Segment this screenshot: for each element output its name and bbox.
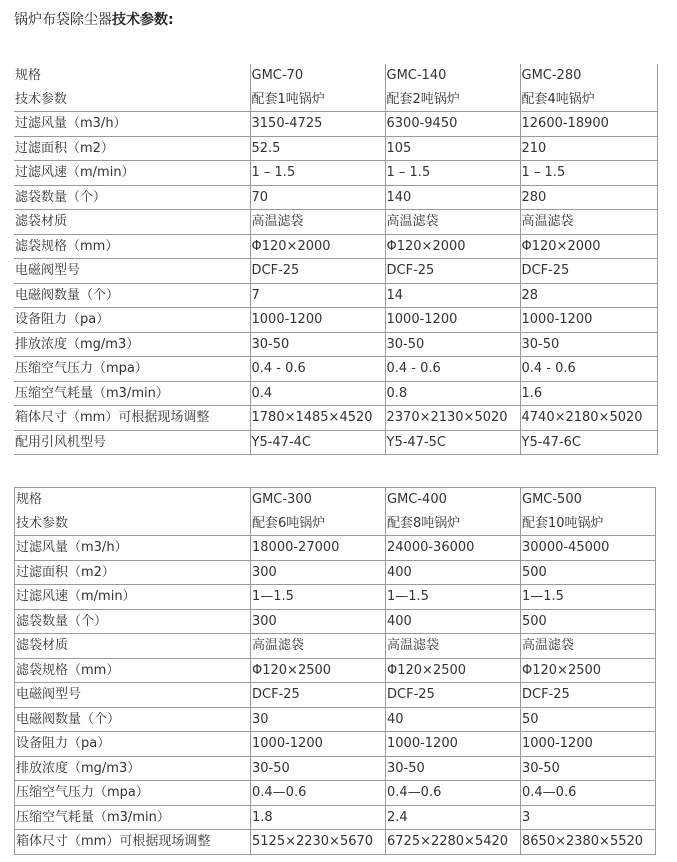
table-row [15, 830, 656, 855]
value-cell: Y5-47-5C [385, 430, 520, 455]
row-label: 滤袋规格（mm） [15, 658, 251, 683]
row-label: 排放浓度（mg/m3） [14, 332, 250, 357]
value-cell: 1 – 1.5 [520, 161, 657, 186]
row-label: 设备阻力（pa） [15, 732, 251, 757]
table-row [14, 406, 657, 431]
value-cell: 1—1.5 [521, 585, 656, 610]
value-cell: 0.4 - 0.6 [520, 357, 657, 382]
value-cell: DCF-25 [386, 683, 521, 708]
header-params-label: 技术参数 [15, 512, 251, 536]
value-cell: 高温滤袋 [385, 210, 520, 235]
boiler-cell: 配套8吨锅炉 [386, 512, 521, 536]
table-row [14, 136, 657, 161]
model-cell: GMC-70 [250, 64, 385, 88]
value-cell: 6300-9450 [385, 112, 520, 137]
spec-table-2 [14, 487, 656, 855]
row-label: 电磁阀数量（个） [15, 707, 251, 732]
value-cell: 3 [521, 805, 656, 830]
value-cell: 30-50 [386, 756, 521, 781]
value-cell: 0.4—0.6 [251, 781, 386, 806]
row-label: 压缩空气压力（mpa） [15, 781, 251, 806]
value-cell: Φ120×2500 [521, 658, 656, 683]
table-row [14, 381, 657, 406]
value-cell: Y5-47-6C [520, 430, 657, 455]
value-cell: 1.8 [251, 805, 386, 830]
table-row [14, 112, 657, 137]
value-cell: 6725×2280×5420 [386, 830, 521, 855]
table-row [14, 357, 657, 382]
row-label: 箱体尺寸（mm）可根据现场调整 [14, 406, 250, 431]
model-cell: GMC-140 [385, 64, 520, 88]
value-cell: 30000-45000 [521, 536, 656, 561]
row-label: 配用引风机型号 [14, 430, 250, 455]
value-cell: 12600-18900 [520, 112, 657, 137]
value-cell: Φ120×2000 [250, 234, 385, 259]
value-cell: 高温滤袋 [250, 210, 385, 235]
value-cell: DCF-25 [521, 683, 656, 708]
table-row [14, 308, 657, 333]
table-row [14, 332, 657, 357]
row-label: 电磁阀型号 [15, 683, 251, 708]
row-label: 滤袋材质 [15, 634, 251, 659]
value-cell: 14 [385, 283, 520, 308]
value-cell: 1000-1200 [385, 308, 520, 333]
value-cell: 2.4 [386, 805, 521, 830]
table-row [14, 430, 657, 455]
value-cell: 高温滤袋 [521, 634, 656, 659]
value-cell: 52.5 [250, 136, 385, 161]
table-header-row [15, 488, 656, 512]
value-cell: 1—1.5 [251, 585, 386, 610]
value-cell: 400 [386, 609, 521, 634]
boiler-cell: 配套1吨锅炉 [250, 88, 385, 112]
value-cell: 8650×2380×5520 [521, 830, 656, 855]
table-row [14, 185, 657, 210]
value-cell: 0.4 [250, 381, 385, 406]
value-cell: 140 [385, 185, 520, 210]
value-cell: 7 [250, 283, 385, 308]
value-cell: 5125×2230×5670 [251, 830, 386, 855]
heading-bold-text: 技术参数: [112, 12, 174, 28]
header-params-label: 技术参数 [14, 88, 250, 112]
value-cell: 高温滤袋 [386, 634, 521, 659]
boiler-cell: 配套10吨锅炉 [521, 512, 656, 536]
value-cell: 300 [251, 560, 386, 585]
value-cell: 1000-1200 [520, 308, 657, 333]
table-header-row [15, 512, 656, 536]
value-cell: 210 [520, 136, 657, 161]
value-cell: 500 [521, 560, 656, 585]
value-cell: DCF-25 [251, 683, 386, 708]
boiler-cell: 配套2吨锅炉 [385, 88, 520, 112]
table-row [14, 210, 657, 235]
row-label: 过滤风速（m/min） [15, 585, 251, 610]
row-label: 滤袋材质 [14, 210, 250, 235]
model-cell: GMC-280 [520, 64, 657, 88]
boiler-cell: 配套4吨锅炉 [520, 88, 657, 112]
value-cell: 30-50 [250, 332, 385, 357]
value-cell: 400 [386, 560, 521, 585]
value-cell: 高温滤袋 [520, 210, 657, 235]
value-cell: Φ120×2500 [386, 658, 521, 683]
value-cell: 28 [520, 283, 657, 308]
page-heading [14, 10, 174, 30]
row-label: 过滤面积（m2） [15, 560, 251, 585]
model-cell: GMC-400 [386, 488, 521, 512]
row-label: 过滤风量（m3/h） [15, 536, 251, 561]
value-cell: Φ120×2500 [251, 658, 386, 683]
value-cell: DCF-25 [385, 259, 520, 284]
value-cell: 0.4 - 0.6 [250, 357, 385, 382]
value-cell: 30-50 [521, 756, 656, 781]
row-label: 设备阻力（pa） [14, 308, 250, 333]
row-label: 压缩空气压力（mpa） [14, 357, 250, 382]
value-cell: 0.4—0.6 [386, 781, 521, 806]
value-cell: 50 [521, 707, 656, 732]
value-cell: 1000-1200 [250, 308, 385, 333]
value-cell: 70 [250, 185, 385, 210]
table-row [14, 283, 657, 308]
table-row [15, 805, 656, 830]
row-label: 压缩空气耗量（m3/min） [14, 381, 250, 406]
value-cell: 3150-4725 [250, 112, 385, 137]
table-row [15, 732, 656, 757]
value-cell: 24000-36000 [386, 536, 521, 561]
value-cell: 0.4—0.6 [521, 781, 656, 806]
table-row [14, 234, 657, 259]
value-cell: 105 [385, 136, 520, 161]
value-cell: 40 [386, 707, 521, 732]
table-row [15, 707, 656, 732]
table-row [14, 259, 657, 284]
row-label: 电磁阀型号 [14, 259, 250, 284]
row-label: 过滤风量（m3/h） [14, 112, 250, 137]
value-cell: 1.6 [520, 381, 657, 406]
header-spec-label: 规格 [15, 488, 251, 512]
value-cell: 1000-1200 [521, 732, 656, 757]
value-cell: 1780×1485×4520 [250, 406, 385, 431]
table-row [15, 560, 656, 585]
spec-table-1 [14, 64, 658, 455]
value-cell: Y5-47-4C [250, 430, 385, 455]
value-cell: 2370×2130×5020 [385, 406, 520, 431]
value-cell: 1 – 1.5 [250, 161, 385, 186]
table-header-row [14, 88, 657, 112]
row-label: 排放浓度（mg/m3） [15, 756, 251, 781]
row-label: 滤袋数量（个） [14, 185, 250, 210]
value-cell: 500 [521, 609, 656, 634]
value-cell: 4740×2180×5020 [520, 406, 657, 431]
value-cell: 1 – 1.5 [385, 161, 520, 186]
table-row [15, 781, 656, 806]
row-label: 压缩空气耗量（m3/min） [15, 805, 251, 830]
heading-normal-text: 锅炉布袋除尘器 [14, 12, 112, 28]
table-row [15, 634, 656, 659]
table-row [14, 161, 657, 186]
table-row [15, 756, 656, 781]
table-row [15, 585, 656, 610]
row-label: 过滤风速（m/min） [14, 161, 250, 186]
value-cell: 0.4 - 0.6 [385, 357, 520, 382]
model-cell: GMC-300 [251, 488, 386, 512]
value-cell: Φ120×2000 [385, 234, 520, 259]
row-label: 滤袋规格（mm） [14, 234, 250, 259]
value-cell: 0.8 [385, 381, 520, 406]
row-label: 箱体尺寸（mm）可根据现场调整 [15, 830, 251, 855]
value-cell: 18000-27000 [251, 536, 386, 561]
table-row [15, 658, 656, 683]
value-cell: 30-50 [520, 332, 657, 357]
value-cell: 30 [251, 707, 386, 732]
table-row [15, 609, 656, 634]
value-cell: 30-50 [385, 332, 520, 357]
table-header-row [14, 64, 657, 88]
model-cell: GMC-500 [521, 488, 656, 512]
header-spec-label: 规格 [14, 64, 250, 88]
value-cell: Φ120×2000 [520, 234, 657, 259]
boiler-cell: 配套6吨锅炉 [251, 512, 386, 536]
table-row [15, 683, 656, 708]
row-label: 滤袋数量（个） [15, 609, 251, 634]
row-label: 过滤面积（m2） [14, 136, 250, 161]
value-cell: 30-50 [251, 756, 386, 781]
value-cell: 1000-1200 [251, 732, 386, 757]
value-cell: 高温滤袋 [251, 634, 386, 659]
value-cell: DCF-25 [520, 259, 657, 284]
row-label: 电磁阀数量（个） [14, 283, 250, 308]
value-cell: DCF-25 [250, 259, 385, 284]
value-cell: 280 [520, 185, 657, 210]
table-row [15, 536, 656, 561]
value-cell: 1—1.5 [386, 585, 521, 610]
value-cell: 1000-1200 [386, 732, 521, 757]
value-cell: 300 [251, 609, 386, 634]
